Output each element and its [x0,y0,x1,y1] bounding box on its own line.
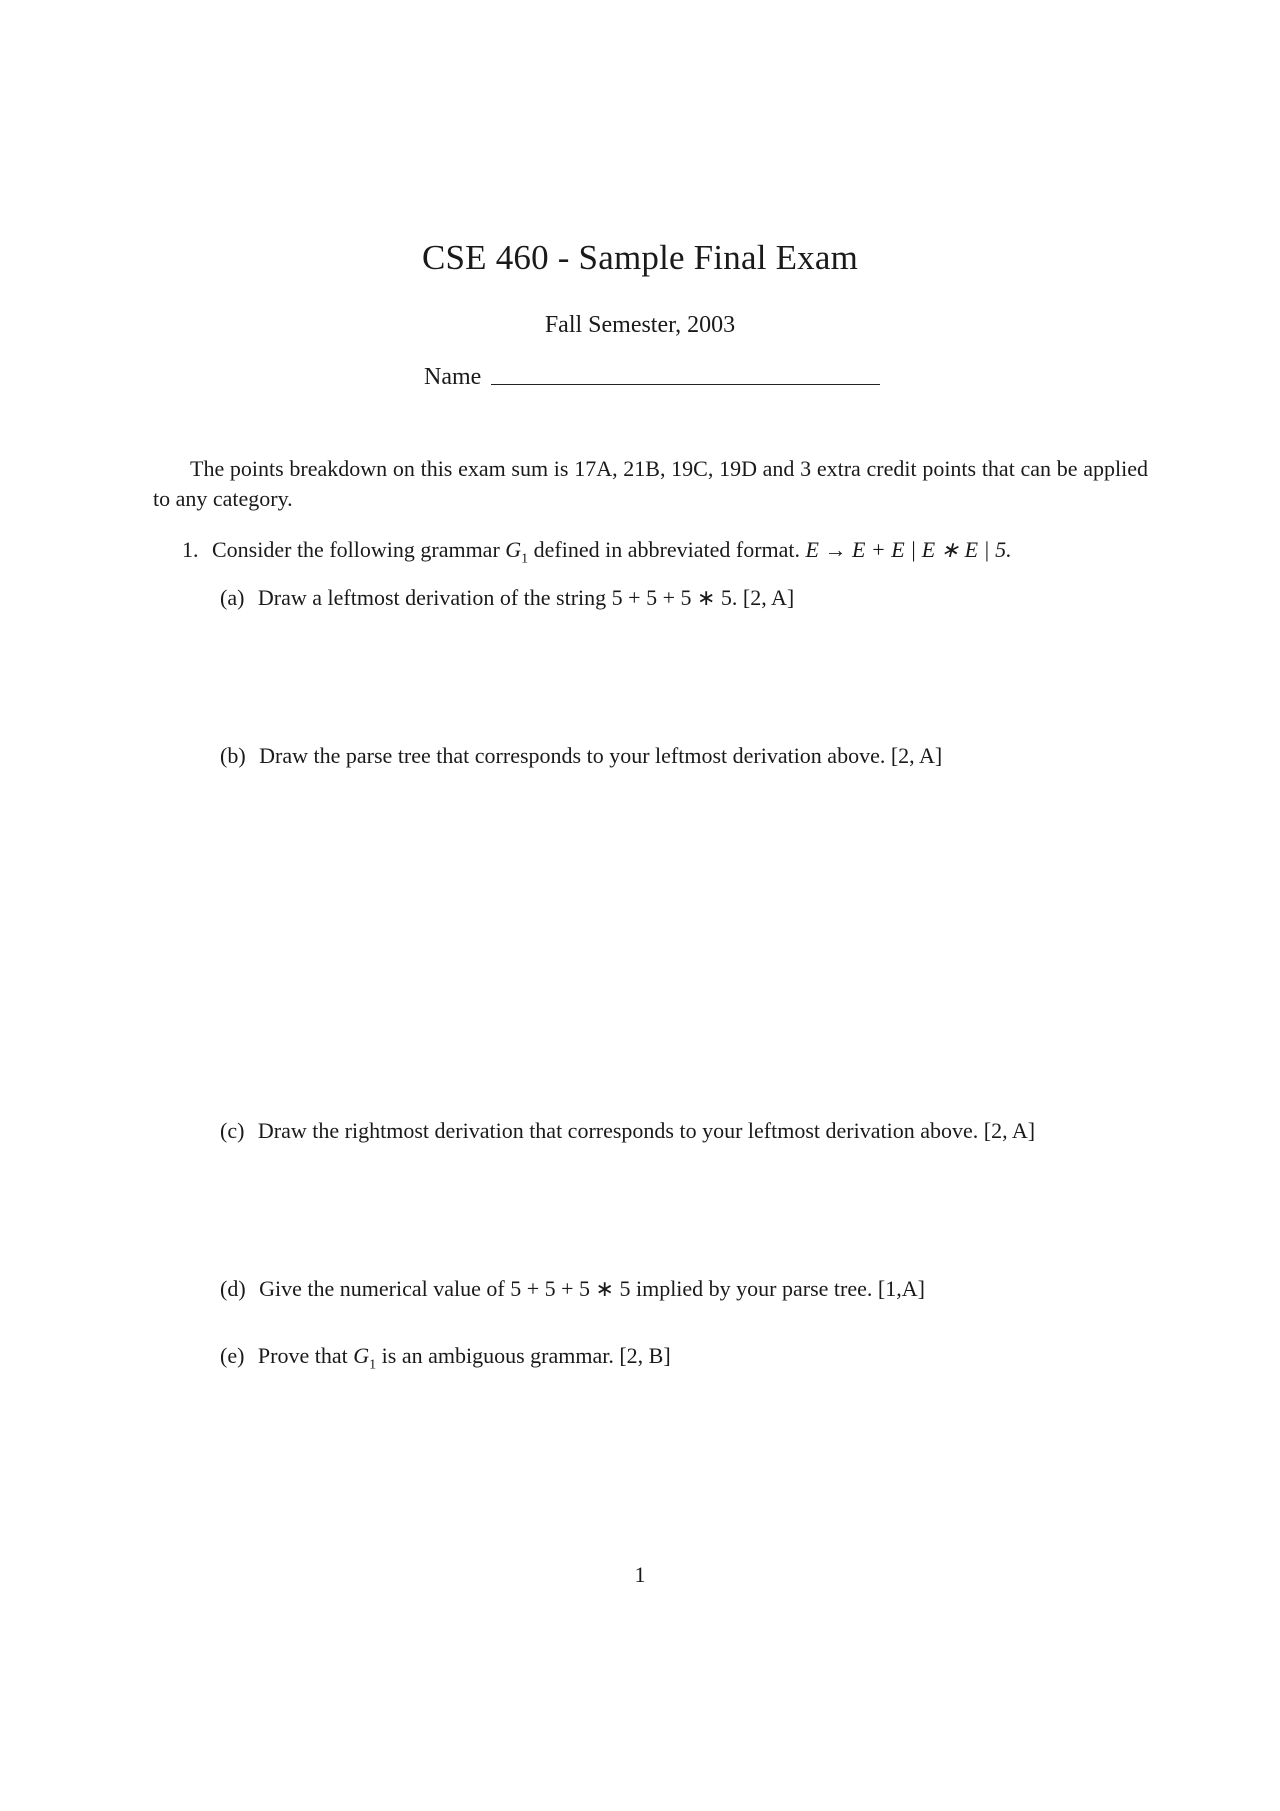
grammar-symbol-letter: G [505,537,522,562]
question-1b [220,743,942,769]
question-1d [220,1276,925,1302]
points-breakdown-paragraph: The points breakdown on this exam sum is 17A, 21B, 19C, 19D and 3 extra credit points that can be applied to any category. [153,456,1148,511]
question-1a [220,585,794,611]
grammar-symbol-subscript: 1 [521,551,529,567]
question-1e [220,1343,671,1373]
question-1-text-after: defined in abbreviated format. [533,537,801,562]
question-1c-text: Draw the rightmost derivation that corresponds to your leftmost derivation above. [2, A] [257,1118,1036,1143]
question-1a-label: (a) [220,585,245,610]
question-1-text-before: Consider the following grammar [212,537,500,562]
question-1 [182,537,1012,567]
question-1e-label: (e) [220,1343,245,1368]
question-1-number: 1. [182,537,199,562]
name-field-row [424,364,880,391]
question-1d-label: (d) [220,1276,246,1301]
exam-semester: Fall Semester, 2003 [544,312,736,338]
question-1d-text: Give the numerical value of 5 + 5 + 5 ∗ 5 implied by your parse tree. [1,A] [259,1276,925,1301]
name-label: Name [424,364,482,390]
grammar-production: E → E + E | E ∗ E | 5. [805,537,1012,562]
exam-title: CSE 460 - Sample Final Exam [421,238,859,277]
grammar-symbol [505,537,529,567]
question-1b-text: Draw the parse tree that corresponds to your leftmost derivation above. [2, A] [259,743,943,768]
page-number: 1 [634,1562,646,1587]
question-1c-label: (c) [220,1118,245,1143]
question-1a-text: Draw a leftmost derivation of the string 5 + 5 + 5 ∗ 5. [2, A] [257,585,795,610]
question-1e-text-after: is an ambiguous grammar. [2, B] [381,1343,671,1368]
grammar-symbol-inline-subscript: 1 [369,1357,377,1373]
grammar-symbol-inline [353,1343,377,1373]
name-blank-line[interactable] [491,384,880,385]
question-1c [220,1118,1035,1144]
question-1b-label: (b) [220,743,246,768]
question-1e-text-before: Prove that [257,1343,348,1368]
grammar-symbol-inline-letter: G [353,1343,370,1368]
